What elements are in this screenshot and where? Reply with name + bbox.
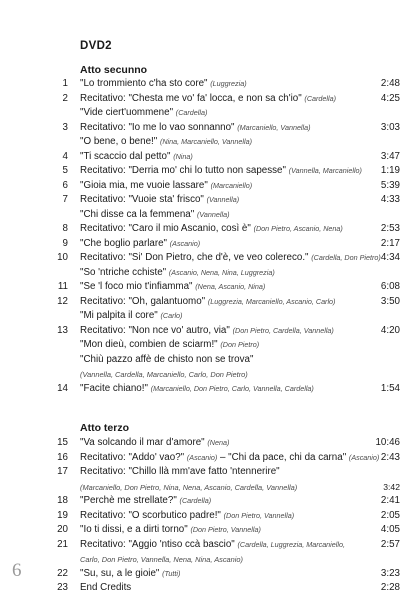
track-number: 8: [62, 223, 68, 234]
track-cast: (Don Pietro, Vannella): [223, 510, 295, 520]
track-title: [80, 92, 336, 107]
page-number: 6: [12, 560, 22, 581]
track-row: [0, 581, 413, 596]
track-text: "Lo trommiento c'ha sto core": [80, 78, 208, 89]
track-row: [0, 451, 413, 466]
track-title: [80, 465, 280, 480]
track-title: [80, 237, 200, 252]
track-text: Recitativo: "Caro il mio Ascanio, così è": [80, 223, 251, 234]
track-text: "Chiù pazzo affè de chisto non se trova": [80, 353, 254, 365]
track-cast: (Vannella): [206, 195, 240, 204]
track-duration: 2:28: [380, 582, 400, 593]
track-number: 18: [57, 495, 68, 506]
track-row: [0, 106, 413, 121]
track-number: 14: [57, 382, 68, 394]
track-number: 13: [57, 324, 68, 336]
track-title: [80, 121, 311, 136]
track-cast: (Ascanio, Nena, Nina, Luggrezia): [168, 267, 275, 277]
track-row: [0, 193, 413, 208]
track-duration: 3:23: [380, 567, 400, 579]
dvd-title: DVD2: [80, 40, 112, 52]
track-duration: 2:53: [380, 223, 400, 234]
track-cast: (Vannella, Cardella, Marcaniello, Carlo, Don Pietro): [80, 370, 248, 379]
track-row: [0, 266, 413, 281]
track-duration: 10:46: [375, 437, 400, 448]
track-number: 10: [57, 252, 68, 263]
track-text: Recitativo: "Chillo llà mm'ave fatto 'ntennerire": [80, 466, 280, 477]
track-row: [0, 237, 413, 252]
track-title: [80, 106, 207, 121]
track-title: [80, 251, 381, 266]
track-cast: (Carlo): [160, 311, 183, 320]
track-row: [0, 92, 413, 107]
track-duration: 2:05: [380, 509, 400, 521]
track-cast: (Don Pietro, Cardella, Vannella): [232, 325, 334, 335]
track-text: "Io ti dissi, e a dirti torno": [80, 524, 188, 535]
track-title: [80, 208, 229, 223]
track-number: 1: [62, 78, 68, 89]
track-title: [80, 552, 243, 568]
track-text: Recitativo: "Non nce vo' autro, via": [80, 324, 230, 336]
track-row: [0, 552, 413, 567]
track-duration: 4:05: [380, 524, 400, 535]
track-row: [0, 121, 413, 136]
track-row: [0, 135, 413, 150]
track-row: [0, 480, 413, 495]
track-row: [0, 179, 413, 194]
track-title: [80, 480, 297, 496]
track-cast: (Ascanio): [186, 452, 218, 462]
track-title: [80, 77, 247, 92]
track-title: [80, 567, 180, 582]
track-row: [0, 251, 413, 266]
track-duration: 2:43: [380, 451, 400, 463]
track-row: [0, 465, 413, 480]
track-number: 9: [62, 237, 68, 249]
track-text: "Ti scaccio dal petto": [80, 150, 171, 162]
track-title: [80, 451, 379, 466]
section-title-atto-secunno: Atto secunno: [80, 64, 148, 76]
track-row: [0, 523, 413, 538]
track-number: 11: [57, 281, 68, 292]
track-text: Recitativo: "Addo' vao?": [80, 451, 185, 463]
track-number: 2: [62, 92, 68, 104]
track-title: [80, 179, 252, 194]
track-row: [0, 324, 413, 339]
track-row: [0, 567, 413, 582]
track-title: [80, 295, 335, 310]
track-row: [0, 150, 413, 165]
track-number: 6: [62, 179, 68, 191]
track-text: "Va solcando il mar d'amore": [80, 437, 205, 448]
track-row: [0, 77, 413, 92]
track-row: [0, 538, 413, 553]
track-duration: 3:47: [380, 150, 400, 162]
track-cast: (Marcaniello, Vannella): [237, 122, 311, 132]
section-title-atto-terzo: Atto terzo: [80, 422, 129, 434]
track-text: End Credits: [80, 582, 132, 593]
track-number: 22: [57, 567, 68, 579]
track-cast: (Don Pietro, Ascanio, Nena): [253, 224, 343, 233]
track-row: [0, 208, 413, 223]
track-text: Recitativo: "Oh, galantuomo": [80, 295, 206, 307]
track-title: [80, 193, 239, 208]
track-row: [0, 367, 413, 382]
track-text: Recitativo: "Chesta me vo' fa' locca, e non sa ch'io": [80, 92, 302, 104]
track-text: Recitativo: "Vuoie sta' frisco": [80, 194, 204, 205]
track-title: [80, 494, 211, 509]
track-text: "Su, su, a le gioie": [80, 567, 160, 579]
track-text: Recitativo: "Derria mo' chi lo tutto non sapesse": [80, 165, 286, 176]
track-duration: 2:48: [380, 78, 400, 89]
track-cast: (Don Pietro): [220, 340, 260, 349]
track-cast: (Luggrezia): [210, 79, 247, 88]
track-title: [80, 538, 345, 553]
track-cast: (Vannella, Marcaniello): [288, 166, 362, 175]
track-title: [80, 382, 314, 397]
track-text: Recitativo: "Io me lo vao sonnanno": [80, 121, 235, 133]
track-cast: (Marcaniello, Don Pietro, Nina, Nena, Ascanio, Cardella, Vannella): [80, 482, 298, 492]
track-duration: 2:57: [380, 538, 400, 550]
track-title: [80, 309, 182, 324]
track-text: "Chi disse ca la femmena": [80, 208, 195, 220]
track-duration: 4:34: [380, 252, 400, 263]
track-cast: (Cardella): [304, 93, 336, 103]
track-duration: 3:03: [380, 121, 400, 133]
track-title: [80, 324, 334, 339]
track-title: [80, 367, 248, 383]
track-cast: (Vannella): [196, 209, 230, 219]
track-number: 23: [57, 582, 68, 593]
track-number: 19: [57, 509, 68, 521]
track-text: "O bene, o bene!": [80, 136, 158, 147]
track-title: [80, 164, 362, 179]
track-duration: 5:39: [380, 179, 400, 191]
track-duration: 3:50: [380, 295, 400, 307]
track-number: 20: [57, 524, 68, 535]
track-number: 17: [57, 466, 68, 477]
track-title: [80, 266, 275, 281]
track-row: [0, 353, 413, 368]
track-number: 4: [62, 150, 68, 162]
track-cast: (Ascanio): [169, 238, 201, 248]
track-duration: 1:54: [380, 382, 400, 394]
track-title: [80, 436, 229, 451]
track-number: 21: [57, 538, 68, 550]
track-number: 12: [57, 295, 68, 307]
track-title: [80, 150, 193, 165]
track-title: [80, 222, 343, 237]
track-cast: (Cardella): [175, 108, 208, 117]
track-cast: (Nina, Marcaniello, Vannella): [159, 137, 252, 146]
track-duration: 4:20: [380, 324, 400, 336]
track-title: [80, 523, 261, 538]
track-row: [0, 382, 413, 397]
track-title: [80, 280, 265, 295]
track-number: 5: [62, 165, 68, 176]
track-text: "Perchè me strellate?": [80, 495, 177, 506]
track-cast: (Marcaniello): [210, 180, 253, 190]
track-number: 7: [62, 194, 68, 205]
track-cast: (Luggrezia, Marcaniello, Ascanio, Carlo): [207, 296, 336, 306]
track-text: "So 'ntriche cchiste": [80, 266, 167, 278]
track-cast: (Nena, Ascanio, Nina): [195, 282, 266, 291]
track-duration: 4:25: [380, 92, 400, 104]
track-text: "Se 'l foco mio t'infiamma": [80, 281, 193, 292]
track-text: "Gioia mia, me vuoie lassare": [80, 179, 208, 191]
track-row: [0, 295, 413, 310]
track-row: [0, 494, 413, 509]
track-text: Recitativo: "Aggio 'ntiso ccà bascio": [80, 538, 235, 550]
track-cast: (Cardella, Luggrezia, Marcaniello,: [237, 539, 345, 549]
track-duration: 3:42: [383, 481, 400, 492]
track-text: "Mon dieù, combien de sciarm!": [80, 339, 218, 350]
track-cast: (Nina): [173, 151, 193, 161]
track-row: [0, 436, 413, 451]
track-row: [0, 164, 413, 179]
track-number: 15: [57, 437, 68, 448]
track-row: [0, 509, 413, 524]
track-duration: 2:17: [380, 237, 400, 249]
track-row: [0, 280, 413, 295]
track-text: Recitativo: "Si' Don Pietro, che d'è, ve veo colereco.": [80, 252, 309, 263]
track-title: [80, 581, 131, 596]
track-cast: (Cardella): [179, 496, 212, 505]
track-row: [0, 222, 413, 237]
track-text: "Che boglio parlare": [80, 237, 168, 249]
track-text: "Mi palpita il core": [80, 310, 158, 321]
track-cast: (Don Pietro, Vannella): [190, 525, 261, 534]
track-row: [0, 309, 413, 324]
track-title: [80, 509, 294, 524]
track-number: 3: [62, 121, 68, 133]
track-text: "Vide ciert'uommene": [80, 107, 174, 118]
track-duration: 6:08: [380, 281, 400, 292]
track-duration: 2:41: [380, 495, 400, 506]
track-cast: (Tutti): [162, 568, 181, 578]
track-cast-secondary: (Ascanio): [348, 452, 380, 462]
track-text: Recitativo: "O scorbutico padre!": [80, 509, 221, 521]
track-text-secondary: – "Chi da pace, chi da carna": [217, 451, 347, 463]
track-duration: 4:33: [380, 194, 400, 205]
track-number: 16: [57, 451, 68, 463]
track-duration: 1:19: [380, 165, 400, 176]
track-cast: (Marcaniello, Don Pietro, Carlo, Vannella, Cardella): [150, 383, 314, 393]
track-cast: (Cardella, Don Pietro): [311, 253, 381, 262]
track-text: "Facite chiano!": [80, 382, 148, 394]
track-title: [80, 338, 259, 353]
tracklist-atto-secunno: [0, 77, 413, 396]
track-cast: (Nena): [207, 438, 230, 447]
tracklist-atto-terzo: [0, 436, 413, 596]
track-cast: Carlo, Don Pietro, Vannella, Nena, Nina, Ascanio): [80, 555, 243, 564]
track-row: [0, 338, 413, 353]
track-title: [80, 353, 253, 368]
track-title: [80, 135, 252, 150]
